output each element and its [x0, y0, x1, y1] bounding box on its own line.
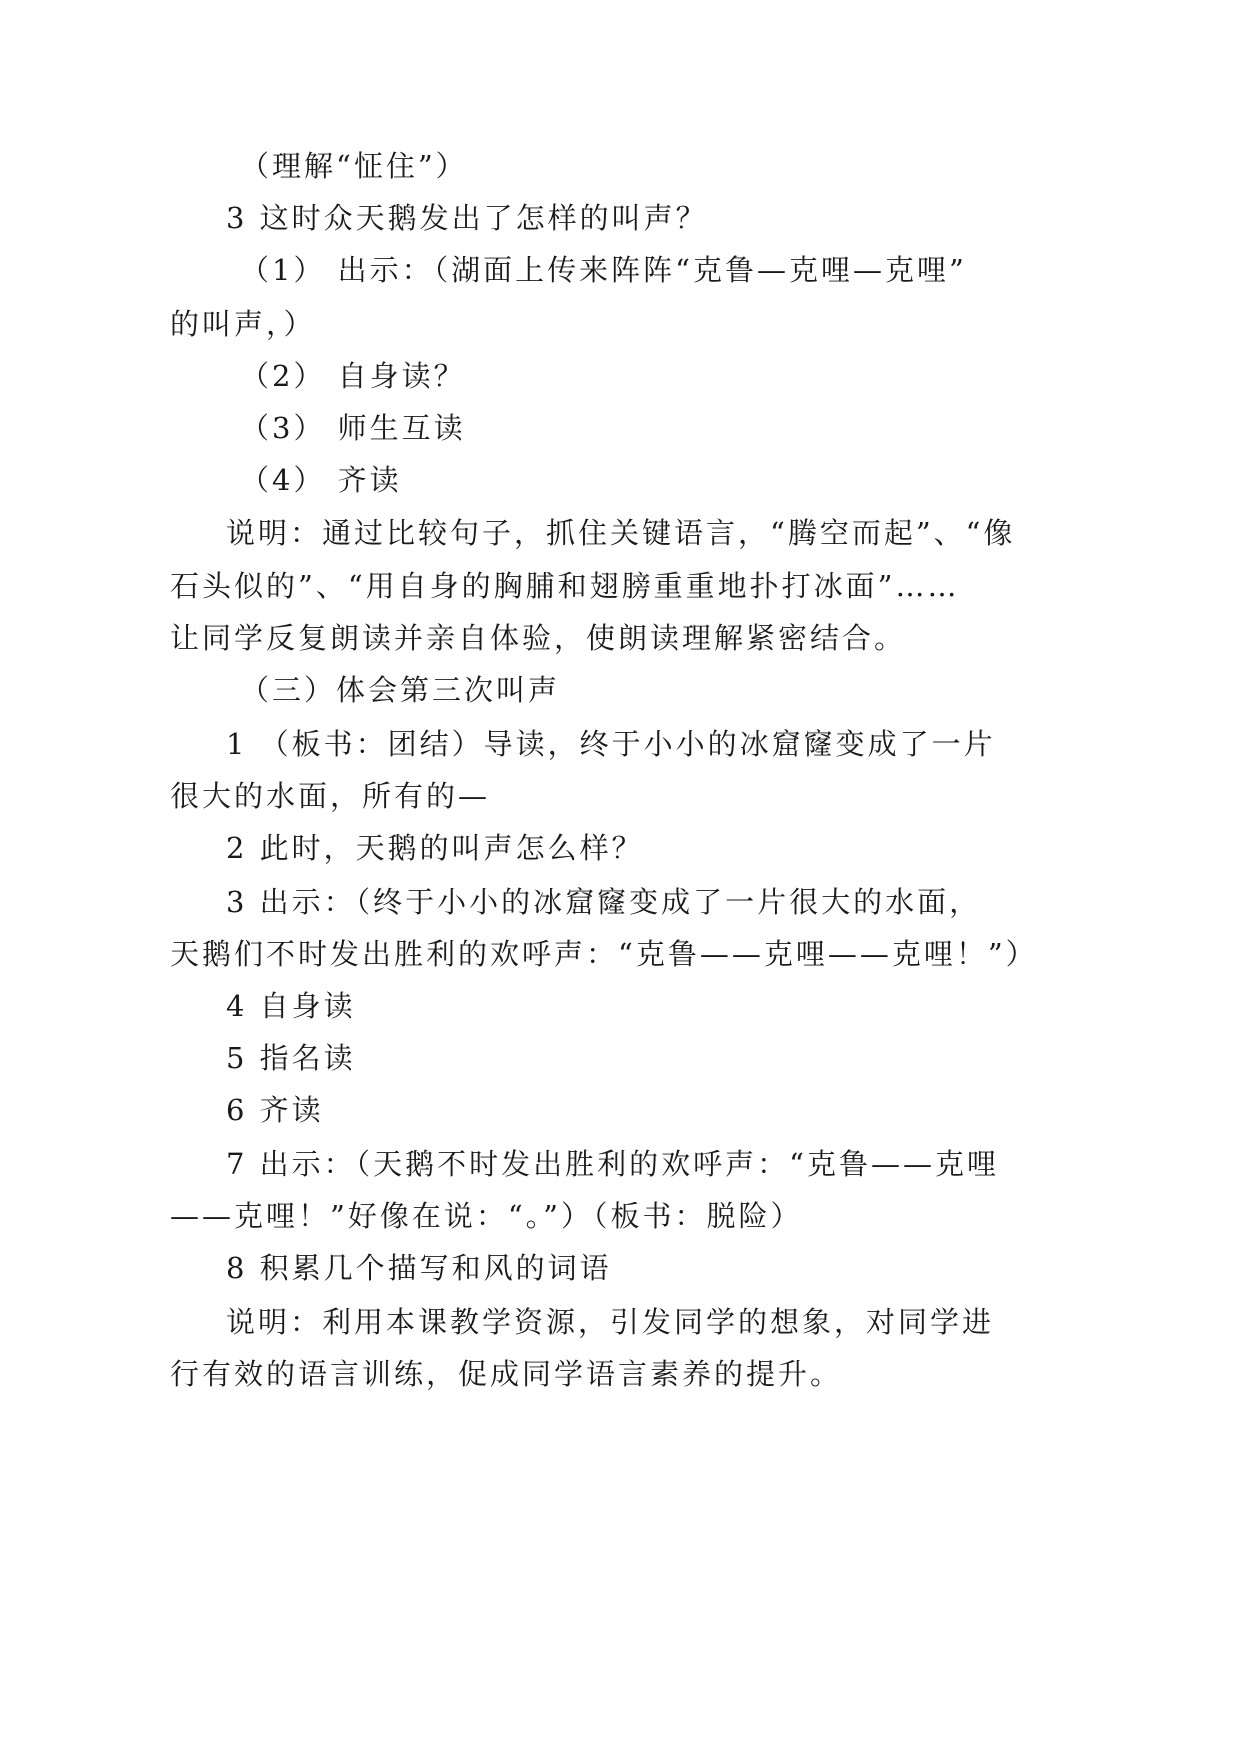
paragraph-line: 3 出示：（终于小小的冰窟窿变成了一片很大的水面，: [226, 885, 982, 919]
paragraph-line: 5 指名读: [226, 1041, 356, 1075]
paragraph-line: （2） 自身读？: [240, 359, 466, 393]
paragraph-line: （1） 出示：（湖面上传来阵阵“克鲁—克哩—克哩”: [240, 253, 967, 287]
paragraph-line: 天鹅们不时发出胜利的欢呼声：“克鲁——克哩——克哩！”）: [170, 937, 1038, 971]
paragraph-line: 7 出示：（天鹅不时发出胜利的欢呼声：“克鲁——克哩: [226, 1147, 999, 1181]
paragraph-line: 6 齐读: [226, 1093, 324, 1127]
paragraph-line: 行有效的语言训练，促成同学语言素养的提升。: [170, 1357, 843, 1391]
paragraph-line: 8 积累几个描写和风的词语: [226, 1251, 612, 1285]
paragraph-line: 3 这时众天鹅发出了怎样的叫声？: [226, 201, 708, 235]
paragraph-line: ——克哩！”好像在说：“。”）（板书：脱险）: [170, 1199, 803, 1233]
paragraph-line: 石头似的”、“用自身的胸脯和翅膀重重地扑打冰面”……: [170, 569, 960, 603]
paragraph-line: 说明：通过比较句子，抓住关键语言，“腾空而起”、“像: [226, 516, 1016, 550]
paragraph-line: （理解“怔住”）: [240, 149, 468, 183]
paragraph-line: （3） 师生互读: [240, 411, 466, 445]
section-heading: （三）体会第三次叫声: [240, 673, 561, 707]
paragraph-line: 的叫声，）: [170, 307, 316, 341]
paragraph-line: （4） 齐读: [240, 463, 402, 497]
paragraph-line: 1 （板书：团结）导读，终于小小的冰窟窿变成了一片: [226, 727, 996, 761]
paragraph-line: 2 此时，天鹅的叫声怎么样？: [226, 831, 644, 865]
paragraph-line: 很大的水面，所有的—: [170, 779, 491, 813]
paragraph-line: 4 自身读: [226, 989, 356, 1023]
paragraph-line: 让同学反复朗读并亲自体验，使朗读理解紧密结合。: [170, 621, 907, 655]
paragraph-line: 说明：利用本课教学资源，引发同学的想象，对同学进: [226, 1305, 995, 1339]
